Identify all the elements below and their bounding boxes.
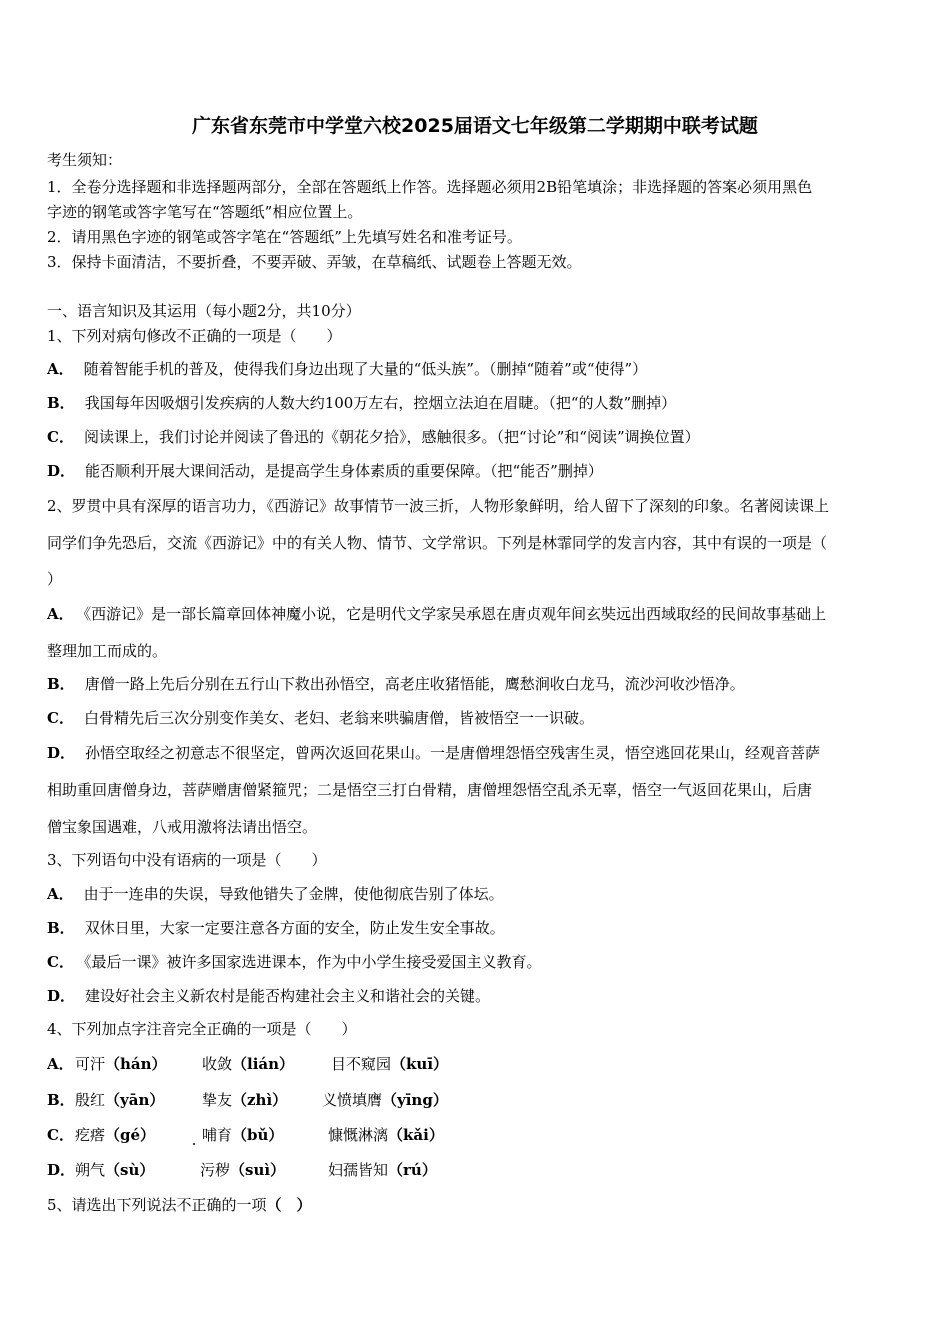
- q4-b-item-1: [75, 1090, 164, 1110]
- option-label: B．: [47, 675, 75, 693]
- option-text: 能否顺利开展大课间活动，是提高学生身体素质的重要保障。（把“能否”删掉）: [85, 462, 603, 480]
- q4-c-item-3: [328, 1125, 444, 1145]
- word: 慷慨淋漓: [328, 1126, 389, 1144]
- pinyin: （suì）: [230, 1161, 286, 1179]
- q4-a-item-3: [331, 1054, 448, 1074]
- q2-option-d-cont-2: 僧宝象国遇难，八戒用激将法请出悟空。: [47, 818, 318, 836]
- q2-stem-line-2: 同学们争先恐后，交流《西游记》中的有关人物、情节、文学常识。下列是林霏同学的发言内容，其中有误的一项是（: [47, 534, 828, 552]
- option-text: 孙悟空取经之初意志不很坚定，曾两次返回花果山。一是唐僧埋怨悟空残害生灵，悟空逃回花果山，经观音菩萨: [85, 744, 821, 762]
- pinyin: （kuī）: [391, 1055, 449, 1073]
- option-label: C．: [47, 1126, 74, 1144]
- option-text: 白骨精先后三次分别变作美女、老妇、老翁来哄骗唐僧，皆被悟空一一识破。: [83, 709, 594, 727]
- emphasis-dot: [193, 1143, 195, 1145]
- q2-option-b: [47, 674, 745, 694]
- word: 妇孺皆知: [328, 1161, 389, 1179]
- option-text: 《西游记》是一部长篇章回体神魔小说，它是明代文学家吴承恩在唐贞观年间玄奘远出西域取经的民间故事基础上: [83, 605, 827, 623]
- q2-option-a-cont: 整理加工而成的。: [47, 642, 168, 660]
- notice-item-1: 1．全卷分选择题和非选择题两部分，全部在答题纸上作答。选择题必须用2B铅笔填涂；非选择题的答案必须用黑色: [47, 178, 813, 196]
- q2-option-d: [47, 743, 820, 763]
- pinyin: （gé）: [105, 1126, 156, 1144]
- pinyin: （hán）: [105, 1055, 167, 1073]
- option-text: 《最后一课》被许多国家选进课本，作为中小学生接受爱国主义教育。: [83, 953, 542, 971]
- option-text: 双休日里，大家一定要注意各方面的安全，防止发生安全事故。: [84, 919, 505, 937]
- word: 殷红: [75, 1091, 106, 1109]
- section-heading: 一、语言知识及其运用（每小题2分，共10分）: [47, 302, 361, 320]
- option-label: C．: [47, 428, 74, 446]
- q4-b-item-3: [322, 1090, 448, 1110]
- q4-d-item-1: [75, 1160, 154, 1180]
- q1-stem: 1、下列对病句修改不正确的一项是（ ）: [47, 327, 342, 345]
- q4-d-item-3: [328, 1160, 437, 1180]
- option-label: D．: [47, 987, 76, 1005]
- option-label: B．: [47, 394, 75, 412]
- option-label: A．: [47, 360, 74, 378]
- q4-d-item-2: [200, 1160, 285, 1180]
- option-text: 建设好社会主义新农村是能否构建社会主义和谐社会的关键。: [85, 987, 491, 1005]
- option-label: A．: [47, 885, 74, 903]
- option-label: D．: [47, 1161, 76, 1179]
- q2-option-a: [47, 604, 826, 624]
- q3-option-d: [47, 986, 490, 1006]
- word: 污秽: [200, 1161, 231, 1179]
- q1-option-c: [47, 427, 700, 447]
- pinyin: （yīng）: [382, 1091, 448, 1109]
- word: 朔气: [75, 1161, 106, 1179]
- q4-c-item-1: [75, 1125, 155, 1145]
- q1-option-a: [47, 359, 647, 379]
- pinyin: （sù）: [105, 1161, 155, 1179]
- q4-a-item-1: [75, 1054, 167, 1074]
- option-text: 唐僧一路上先后分别在五行山下救出孙悟空，高老庄收猪悟能，鹰愁涧收白龙马，流沙河收沙悟净。: [84, 675, 745, 693]
- word: 目不窥园: [331, 1055, 392, 1073]
- q4-stem: 4、下列加点字注音完全正确的一项是（ ）: [47, 1020, 357, 1038]
- option-label: D．: [47, 462, 76, 480]
- option-label: A．: [47, 1055, 74, 1073]
- word: 义愤填膺: [322, 1091, 383, 1109]
- pinyin: （kǎi）: [388, 1126, 444, 1144]
- option-label: A．: [47, 605, 74, 623]
- option-label: D．: [47, 744, 76, 762]
- q4-a-item-2: [202, 1054, 294, 1074]
- pinyin: （rú）: [388, 1161, 437, 1179]
- word: 哺育: [202, 1126, 233, 1144]
- q3-option-c: [47, 952, 541, 972]
- option-text: 由于一连串的失误，导致他错失了金牌，使他彻底告别了体坛。: [83, 885, 504, 903]
- q3-option-b: [47, 918, 505, 938]
- notice-heading: 考生须知：: [47, 151, 123, 169]
- option-label: C．: [47, 953, 74, 971]
- option-text: 随着智能手机的普及，使得我们身边出现了大量的“低头族”。（删掉“随着”或“使得”）: [83, 360, 648, 378]
- q2-option-c: [47, 708, 594, 728]
- q4-b-item-2: [202, 1090, 287, 1110]
- q1-option-b: [47, 393, 676, 413]
- notice-item-3: 3．保持卡面清洁，不要折叠，不要弄破、弄皱，在草稿纸、试题卷上答题无效。: [47, 253, 582, 271]
- pinyin: （yān）: [105, 1091, 165, 1109]
- option-text: 阅读课上，我们讨论并阅读了鲁迅的《朝花夕拾》，感触很多。（把“讨论”和“阅读”调换位置）: [83, 428, 700, 446]
- word: 疙瘩: [75, 1126, 106, 1144]
- notice-item-1-cont: 字迹的钢笔或答字笔写在“答题纸”相应位置上。: [47, 203, 363, 221]
- page-title: 广东省东莞市中学堂六校2025届语文七年级第二学期期中联考试题: [192, 115, 758, 137]
- pinyin: （bǔ）: [232, 1126, 284, 1144]
- pinyin: （zhì）: [232, 1091, 288, 1109]
- option-label: B．: [47, 1091, 75, 1109]
- option-label: C．: [47, 709, 74, 727]
- word: 挚友: [202, 1091, 233, 1109]
- q2-stem-line-1: 2、罗贯中具有深厚的语言功力，《西游记》故事情节一波三折，人物形象鲜明，给人留下了深刻的印象。名著阅读课上: [47, 497, 830, 515]
- q5-stem: [47, 1195, 312, 1215]
- word: 可汗: [75, 1055, 106, 1073]
- q5-stem-text: 5、请选出下列说法不正确的一项: [47, 1196, 267, 1214]
- q2-stem-line-3: ）: [47, 570, 63, 588]
- notice-item-2: 2．请用黑色字迹的钢笔或答字笔在“答题纸”上先填写姓名和准考证号。: [47, 228, 522, 246]
- q1-option-d: [47, 461, 603, 481]
- q3-option-a: [47, 884, 504, 904]
- option-label: B．: [47, 919, 75, 937]
- q3-stem: 3、下列语句中没有语病的一项是（ ）: [47, 851, 327, 869]
- option-text: 我国每年因吸烟引发疾病的人数大约100万左右，控烟立法迫在眉睫。（把“的人数”删掉）: [84, 394, 677, 412]
- word: 收敛: [202, 1055, 233, 1073]
- q2-option-d-cont-1: 相助重回唐僧身边，菩萨赠唐僧紧箍咒；二是悟空三打白骨精，唐僧埋怨悟空乱杀无辜，悟空一气返回花果山，后唐: [47, 781, 813, 799]
- answer-paren: （ ）: [266, 1196, 312, 1214]
- pinyin: （lián）: [232, 1055, 295, 1073]
- q4-c-item-2: [202, 1125, 283, 1145]
